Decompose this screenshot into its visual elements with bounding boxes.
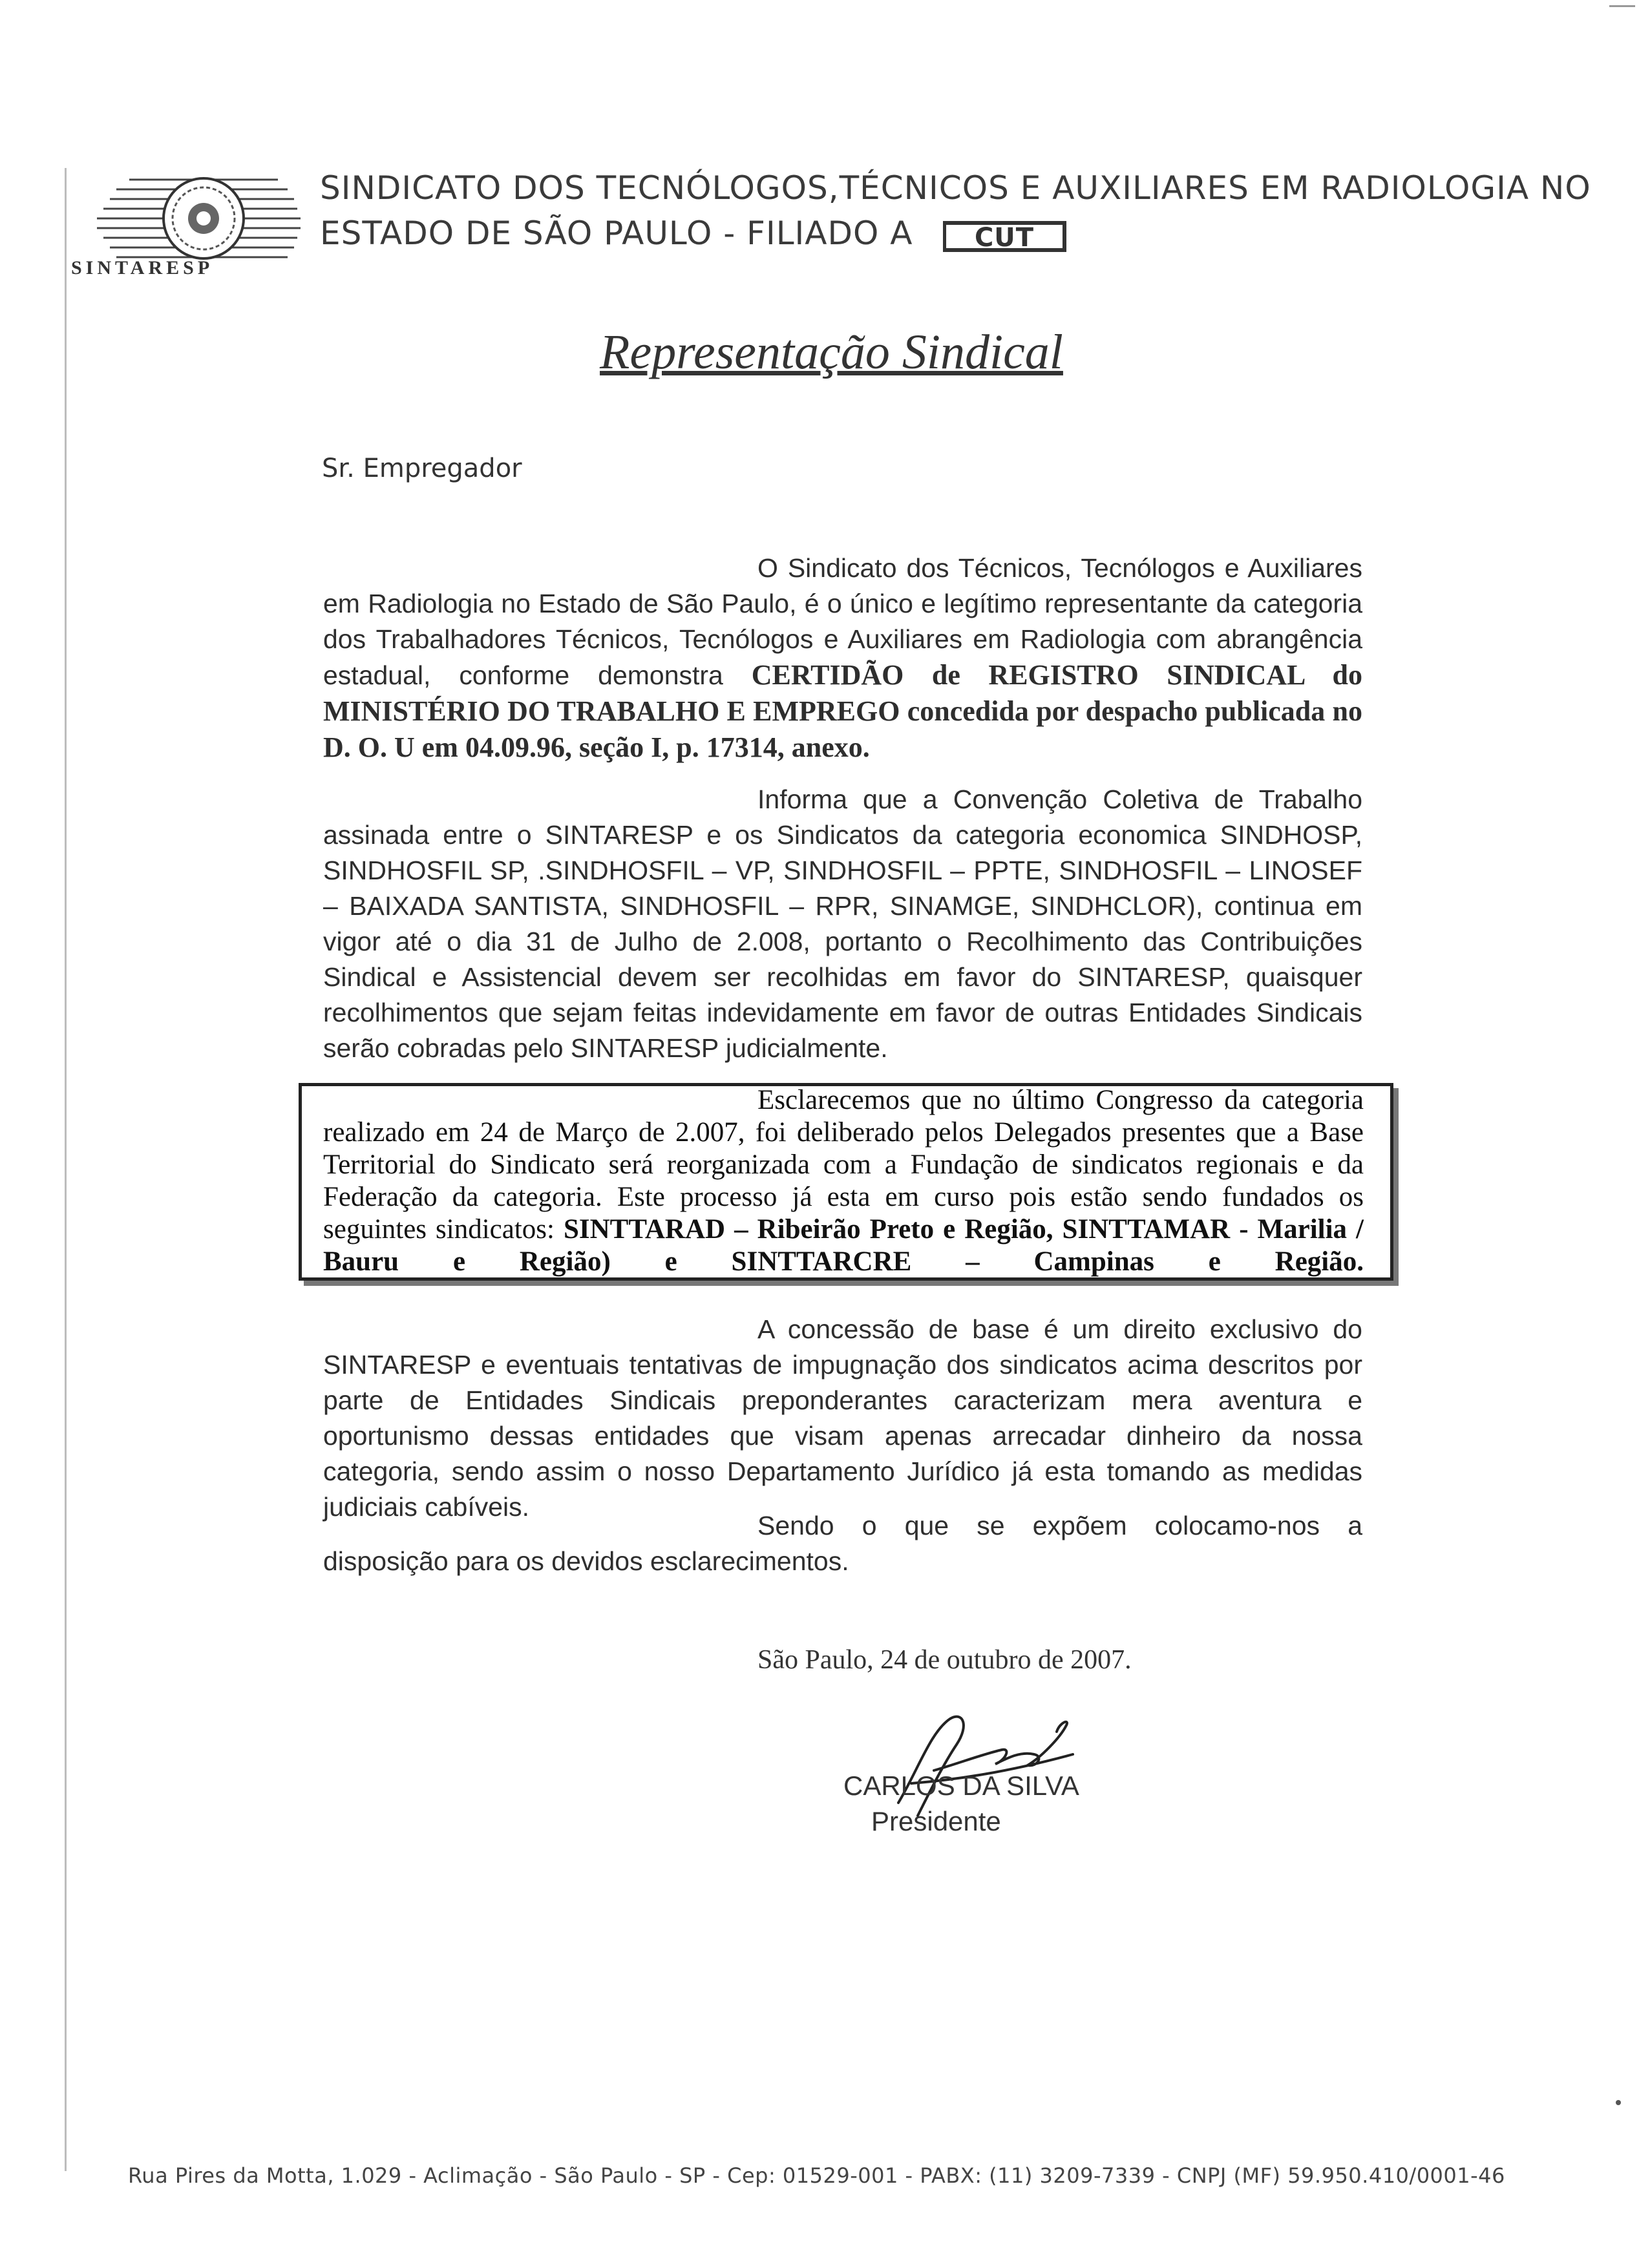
cut-logo-text: CUT bbox=[975, 222, 1035, 253]
paragraph-1 bbox=[323, 551, 1362, 766]
boxed-paragraph bbox=[323, 1084, 1364, 1278]
cut-logo bbox=[943, 218, 1072, 254]
paragraph-1-text: O Sindicato dos Técnicos, Tecnólogos e Auxiliares em Radiologia no Estado de São Paulo, é o único e legítimo representante da categoria dos Trabalhadores Técnicos, Tecnólogos e Auxiliares em Radiologia com abrangência estadual, conforme demonstra bbox=[323, 553, 1362, 690]
document-title: Representação Sindical bbox=[600, 325, 1063, 379]
scan-speck bbox=[1616, 2100, 1621, 2105]
boxed-paragraph-text: Esclarecemos que no último Congresso da categoria realizado em 24 de Março de 2.007, foi deliberado pelos Delegados presentes que a Base Territorial do Sindicato será reorganizada com a Fundação de sindicatos regionais e da Federação da categoria. Este processo já esta em curso pois estão sendo fundados os seguintes sindicatos: bbox=[323, 1085, 1364, 1244]
letterhead-line-2-text: ESTADO DE SÃO PAULO - FILIADO A bbox=[320, 215, 913, 252]
signer-name: CARLOS DA SILVA bbox=[843, 1770, 1079, 1801]
signer-role: Presidente bbox=[871, 1806, 1001, 1836]
paragraph-4 bbox=[323, 1508, 1362, 1579]
salutation: Sr. Empregador bbox=[322, 454, 522, 483]
scan-speck bbox=[1609, 5, 1635, 7]
paragraph-3-text: A concessão de base é um direito exclusivo do SINTARESP e eventuais tentativas de impugnação dos sindicatos acima descritos por parte de Entidades Sindicais preponderantes caracterizam mera aventura e oportunismo dessas entidades que visam apenas arrecadar dinheiro da nossa categoria, sendo assim o nosso Departamento Jurídico já esta tomando as medidas judiciais cabíveis. bbox=[323, 1314, 1362, 1522]
left-margin-line bbox=[65, 168, 67, 2171]
logo-wordmark: SINTARESP bbox=[71, 257, 214, 278]
paragraph-4-text: Sendo o que se expõem colocamo-nos a disposição para os devidos esclarecimentos. bbox=[323, 1511, 1362, 1576]
paragraph-2-text: Informa que a Convenção Coletiva de Trabalho assinada entre o SINTARESP e os Sindicatos da categoria economica SINDHOSP, SINDHOSFIL SP, .SINDHOSFIL – VP, SINDHOSFIL – PPTE, SINDHOSFIL – LINOSEF – BAIXADA SANTISTA, SINDHOSFIL – RPR, SINAMGE, SINDHCLOR), continua em vigor até o dia 31 de Julho de 2.008, portanto o Recolhimento das Contribuições Sindical e Assistencial devem ser recolhidas em favor do SINTARESP, quaisquer recolhimentos que sejam feitas indevidamente em favor de outras Entidades Sindicais serão cobradas pelo SINTARESP judicialmente. bbox=[323, 784, 1362, 1063]
letterhead-line-1: SINDICATO DOS TECNÓLOGOS,TÉCNICOS E AUXILIARES EM RADIOLOGIA NO bbox=[320, 169, 1591, 207]
paragraph-1-bold: CERTIDÃO de REGISTRO SINDICAL do MINISTÉRIO DO TRABALHO E EMPREGO concedida por despacho publicada no D. O. U em 04.09.96, seção I, p. 17314, anexo. bbox=[323, 659, 1362, 763]
place-and-date: São Paulo, 24 de outubro de 2007. bbox=[757, 1645, 1132, 1675]
boxed-paragraph-bold: SINTTARAD – Ribeirão Preto e Região, SINTTAMAR - Marilia / Bauru e Região) e SINTTARCRE – Campinas e Região. bbox=[323, 1214, 1364, 1277]
paragraph-2 bbox=[323, 782, 1362, 1066]
letterhead-line-2 bbox=[320, 215, 1072, 254]
paragraph-3 bbox=[323, 1312, 1362, 1525]
footer-address: Rua Pires da Motta, 1.029 - Aclimação - São Paulo - SP - Cep: 01529-001 - PABX: (11) 3209-7339 - CNPJ (MF) 59.950.410/0001-46 bbox=[128, 2163, 1505, 2188]
